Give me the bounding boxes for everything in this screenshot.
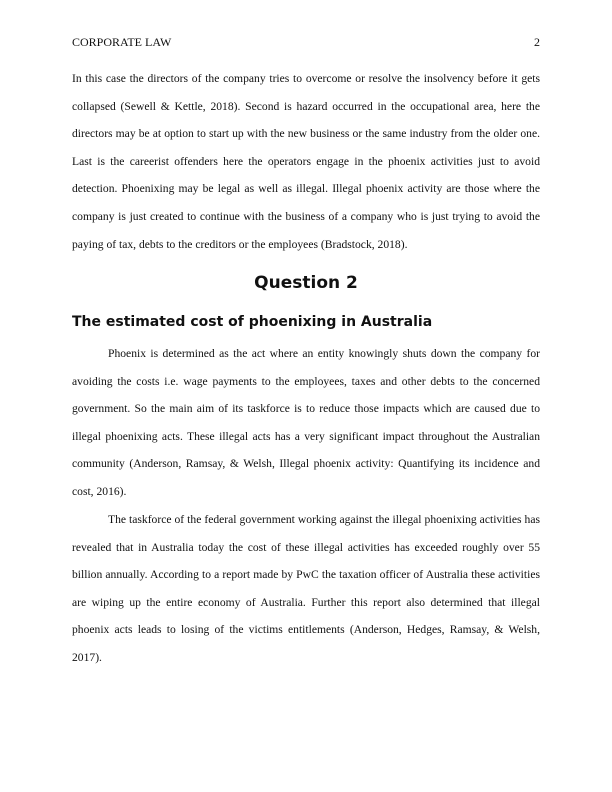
running-head-title: CORPORATE LAW bbox=[72, 35, 172, 49]
section-heading: The estimated cost of phoenixing in Australia bbox=[72, 314, 433, 330]
page-number: 2 bbox=[534, 35, 540, 49]
question-heading: Question 2 bbox=[254, 273, 358, 293]
paragraph-taskforce-cost: The taskforce of the federal government working against the illegal phoenixing activities has revealed that in Australia today the cost of these illegal activities has exceeded roughly over 55 billion annually. According to a report made by PwC the taxation officer of Australia these activities are wiping up the entire economy of Australia. Further this report also determined that illegal phoenix acts leads to losing of the victims entitlements (Anderson, Hedges, Ramsay, & Welsh, 2017). bbox=[72, 513, 540, 664]
paragraph-phoenix-definition: Phoenix is determined as the act where an entity knowingly shuts down the company for avoiding the costs i.e. wage payments to the employees, taxes and other debts to the concerned government. So the main aim of its taskforce is to reduce those impacts which are caused due to illegal phoenixing acts. These illegal acts has a very significant impact throughout the Australian community (Anderson, Ramsay, & Welsh, Illegal phoenix activity: Quantifying its incidence and cost, 2016). bbox=[72, 347, 540, 498]
paragraph-insolvency-types: In this case the directors of the company tries to overcome or resolve the insolvency before it gets collapsed (Sewell & Kettle, 2018). Second is hazard occurred in the occupational area, here the directors may be at option to start up with the new business or the same industry from the older one. Last is the careerist offenders here the operators engage in the phoenix activities just to avoid detection. Phoenixing may be legal as well as illegal. Illegal phoenix activity are those where the company is just created to continue with the business of a company who is just trying to avoid the paying of tax, debts to the creditors or the employees (Bradstock, 2018). bbox=[72, 72, 540, 251]
page-header bbox=[72, 35, 540, 51]
